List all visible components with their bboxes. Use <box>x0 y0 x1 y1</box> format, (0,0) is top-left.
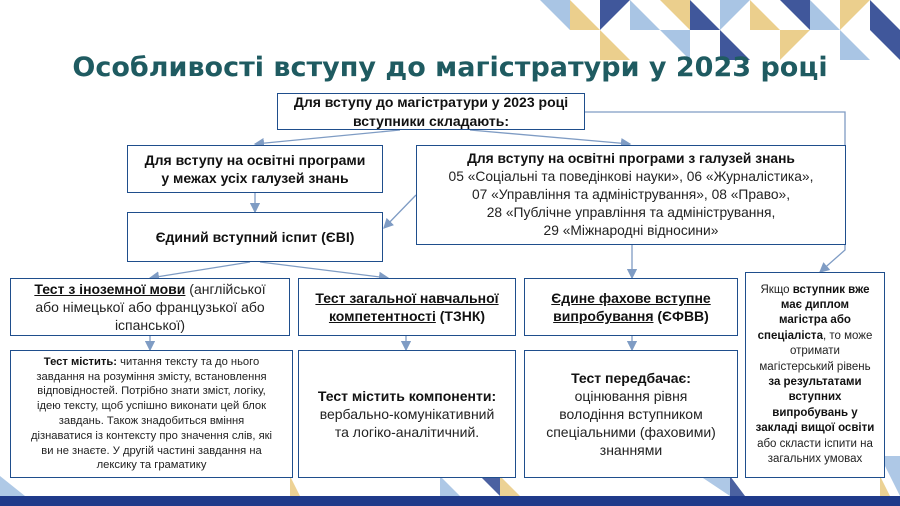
efvv-title2: випробування <box>553 308 654 324</box>
evi-label: Єдиний вступний іспит (ЄВІ) <box>155 228 355 245</box>
top-box-line1: Для вступу до магістратури у 2023 році <box>293 94 569 111</box>
page-title: Особливості вступу до магістратури у 2023 році <box>72 52 828 83</box>
foreign-desc-l5: завдань. Також знадобиться вміння <box>58 415 245 427</box>
diploma-a4: магістерський рівень <box>759 360 871 373</box>
tznk-desc-l2: та логіко-аналітичний. <box>334 424 480 441</box>
diploma-b7: випробувань у <box>772 406 858 419</box>
specific-fields-box <box>416 145 846 245</box>
specific-fields-line2: 07 «Управління та адміністрування», 08 «Право», <box>471 187 791 203</box>
tznk-desc-box <box>298 350 516 478</box>
foreign-desc-l8: лексику та граматику <box>96 459 207 472</box>
all-fields-box <box>127 145 383 193</box>
foreign-desc-l6: дізнаватися із контексту про значення слів, які <box>30 429 273 442</box>
efvv-desc-l1: оцінювання рівня <box>574 387 688 404</box>
tznk-desc-lead: Тест містить компоненти: <box>317 387 497 404</box>
diploma-a2: , то може <box>822 329 873 342</box>
specific-fields-heading: Для вступу на освітні програми з галузей знань <box>467 151 795 167</box>
diploma-b3: магістра або <box>779 314 851 327</box>
foreign-desc-l2: завдання на розуміння змісту, встановлення <box>36 370 267 383</box>
efvv-desc-l4: знаннями <box>599 442 663 459</box>
foreign-desc-l3: відповідностей. Потрібно знати зміст, логіку, <box>37 385 266 398</box>
diploma-b6: вступних <box>788 391 842 404</box>
specific-fields-line4: 29 «Міжнародні відносини» <box>543 222 719 238</box>
efvv-title1: Єдине фахове вступне <box>551 289 711 306</box>
tznk-box <box>298 278 516 336</box>
diploma-b2: має диплом <box>780 298 850 311</box>
tznk-desc-l1: вербально-комунікативний <box>319 405 495 422</box>
efvv-abbr: (ЄФВВ) <box>653 308 709 324</box>
foreign-desc-l7: ви не знаєте. У другій частині завдання на <box>41 444 262 457</box>
efvv-desc-l3: спеціальними (фаховими) <box>546 424 716 441</box>
diploma-b5: за результатами <box>768 376 862 388</box>
diploma-a5: або скласти іспити на <box>757 437 873 450</box>
foreign-desc-l4: ідею тексту, щоб успішно виконати цей блок <box>36 400 267 413</box>
foreign-test-line2: або німецької або французької або <box>35 298 265 315</box>
all-fields-line1: Для вступу на освітні програми <box>144 151 366 168</box>
diploma-a6: загальних умовах <box>767 453 863 466</box>
all-fields-line2: у межах усіх галузей знань <box>161 170 349 186</box>
diploma-note-box <box>745 272 885 478</box>
specific-fields-line3: 28 «Публічне управління та адміністрування, <box>486 204 776 220</box>
diploma-a3: отримати <box>790 345 840 358</box>
foreign-test-line3: іспанської) <box>114 317 186 334</box>
foreign-test-rest1: (англійської <box>185 280 266 297</box>
foreign-desc-l1: читання тексту та до нього <box>117 355 260 368</box>
efvv-box <box>524 278 738 336</box>
diploma-b8: закладі вищої освіти <box>755 422 875 435</box>
tznk-abbr: (ТЗНК) <box>435 308 486 324</box>
efvv-desc-box <box>524 350 738 478</box>
foreign-test-box <box>10 278 290 336</box>
diploma-b4: спеціаліста <box>757 329 823 342</box>
specific-fields-line1: 05 «Соціальні та поведінкові науки», 06 «Журналістика», <box>448 169 814 185</box>
top-box <box>277 93 585 130</box>
foreign-desc-lead: Тест містить: <box>43 355 118 368</box>
efvv-desc-l2: володіння вступником <box>559 405 703 422</box>
foreign-test-title: Тест з іноземної мови <box>34 280 186 297</box>
tznk-title2: компетентності <box>328 308 436 324</box>
diploma-a1: Якщо <box>760 283 793 296</box>
efvv-desc-lead: Тест передбачає: <box>571 369 691 386</box>
diploma-b1: вступник вже <box>792 283 870 296</box>
tznk-title1: Тест загальної навчальної <box>315 289 499 306</box>
evi-box <box>127 212 383 262</box>
foreign-desc-box <box>10 350 293 478</box>
top-box-line2: вступники складають: <box>352 112 510 129</box>
